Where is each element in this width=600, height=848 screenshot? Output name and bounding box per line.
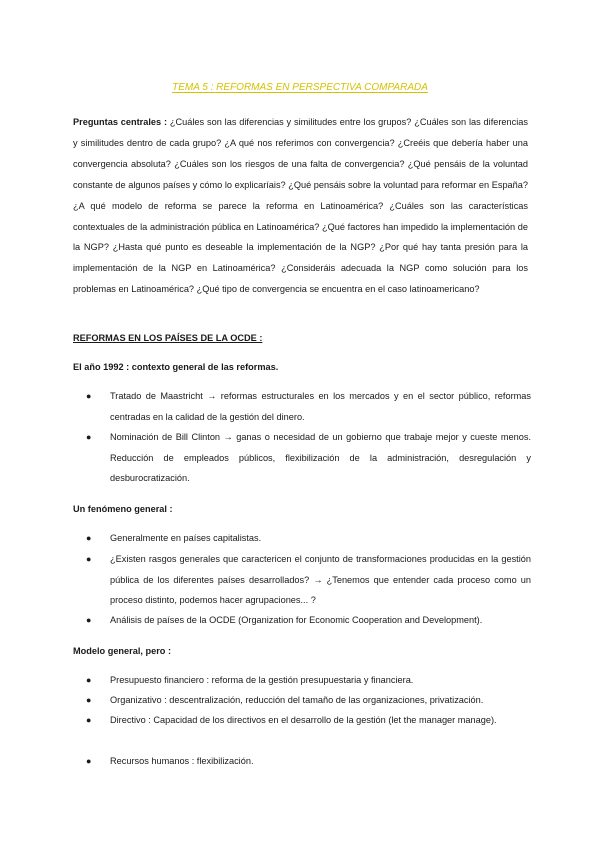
bullet-icon: ● [86,675,92,685]
list-item: ● Presupuesto financiero : reforma de la gestión presupuestaria y financiera. [86,670,531,691]
list-item: ● Directivo : Capacidad de los directivos en el desarrollo de la gestión (let the manager manage). [86,710,531,731]
list-item: ● Recursos humanos : flexibilización. [86,751,531,772]
list-item: ● Organizativo : descentralización, reducción del tamaño de las organizaciones, privatización. [86,690,531,711]
bullet-icon: ● [86,756,92,766]
list-item: ● Tratado de Maastricht → reformas estructurales en los mercados y en el sector público, reformas centradas en la calidad de la gestión del dinero. [86,386,531,427]
bullet-icon: ● [86,533,92,543]
bullet-icon: ● [86,391,92,401]
list-item: ● ¿Existen rasgos generales que caractericen el conjunto de transformaciones producidas en la gestión pública de los diferentes países desarrollados? → ¿Tenemos que entender cada proceso como un proceso distinto, podemos hacer agrupaciones... ? [86,549,531,611]
list-item: ● Generalmente en países capitalistas. [86,528,531,549]
central-questions-label: Preguntas centrales : [73,117,168,127]
section-heading-general-model: Modelo general, pero : [73,646,172,656]
bullet-icon: ● [86,695,92,705]
bullet-icon: ● [86,432,92,442]
bullet-icon: ● [86,554,92,564]
central-questions-paragraph [73,112,528,300]
section-heading-ocde: REFORMAS EN LOS PAÍSES DE LA OCDE : [73,333,263,343]
bullet-icon: ● [86,715,92,725]
document-title: TEMA 5 : REFORMAS EN PERSPECTIVA COMPARADA [172,82,428,93]
central-questions-text: ¿Cuáles son las diferencias y similitudes entre los grupos? ¿Cuáles son las diferencias y similitudes dentro de cada grupo? ¿A qué nos referimos con convergencia? ¿Creéis que debería haber una convergencia absoluta? ¿Cuáles son los riesgos de una falta de convergencia? ¿Qué pensáis de la voluntad constante de algunos países y cómo lo explicaríais? ¿Qué pensáis sobre la voluntad para reformar en España? ¿A qué modelo de reforma se parece la reforma en Latinoamérica? ¿Cuáles son las características contextuales de la administración pública en Latinoamérica? ¿Qué factores han impedido la implementación de la NGP? ¿Hasta qué punto es deseable la implementación de la NGP? ¿Por qué hay tanta presión para la implementación de la NGP en Latinoamérica? ¿Consideráis adecuada la NGP como solución para los problemas en Latinoamérica? ¿Qué tipo de convergencia se encuentra en el caso latinoamericano? [73,117,528,295]
list-item: ● Análisis de países de la OCDE (Organization for Economic Cooperation and Development). [86,610,531,631]
list-item: ● Nominación de Bill Clinton → ganas o necesidad de un gobierno que trabaje mejor y cueste menos. Reducción de empleados públicos, flexibilización de la administración, desregulación y desburocratización. [86,427,531,489]
subheading-1992: El año 1992 : contexto general de las reformas. [73,362,279,372]
bullet-icon: ● [86,615,92,625]
section-heading-general-phenomenon: Un fenómeno general : [73,504,173,514]
